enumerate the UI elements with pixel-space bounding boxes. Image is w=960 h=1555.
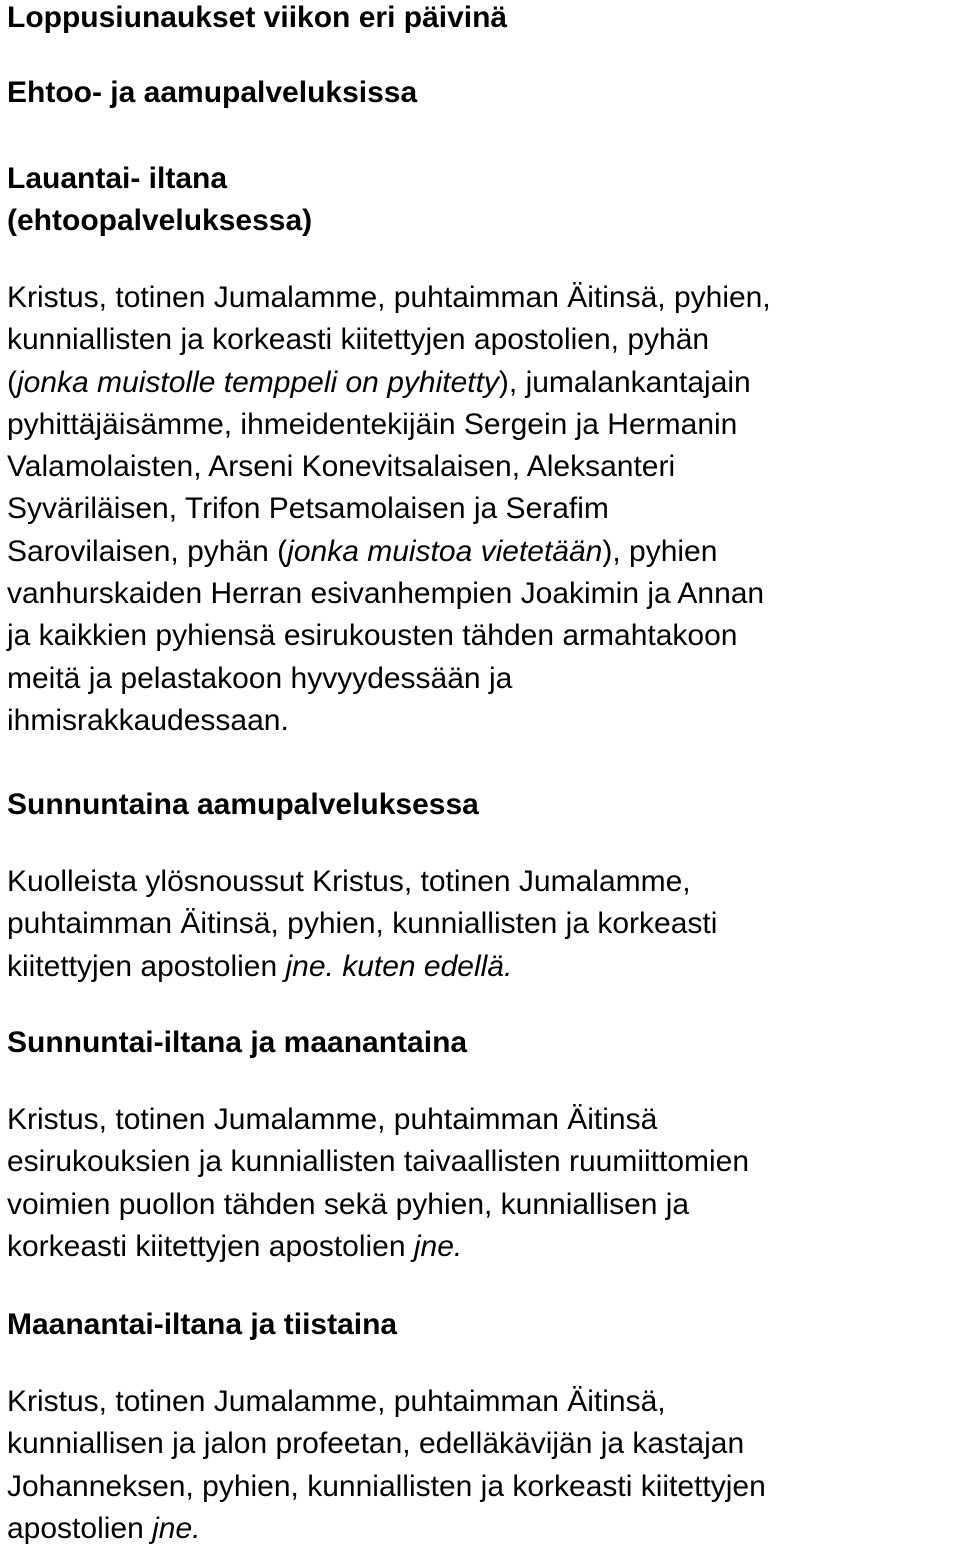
body-italic-text: jne. kuten edellä. bbox=[285, 949, 513, 983]
body-italic-text: jne. bbox=[413, 1229, 463, 1263]
body-line: puhtaimman Äitinsä, pyhien, kunniallisten ja korkeasti bbox=[7, 907, 718, 941]
body-line: pyhittäjäisämme, ihmeidentekijäin Sergein ja Hermanin bbox=[7, 407, 738, 441]
body-line: Kuolleista ylösnoussut Kristus, totinen Jumalamme, bbox=[7, 865, 691, 898]
body-line: meitä ja pelastakoon hyvyydessään ja bbox=[7, 661, 513, 695]
body-line bbox=[7, 362, 771, 404]
body-line: kunniallisten ja korkeasti kiitettyjen apostolien, pyhän bbox=[7, 323, 710, 357]
body-line bbox=[7, 1226, 749, 1268]
section-heading-line: Lauantai- iltana bbox=[7, 162, 228, 195]
body-text: Sarovilaisen, pyhän ( bbox=[7, 534, 288, 568]
body-line: vanhurskaiden Herran esivanhempien Joakimin ja Annan bbox=[7, 577, 765, 611]
body-text: kiitettyjen apostolien bbox=[7, 949, 286, 983]
body-text: ( bbox=[7, 365, 17, 399]
section-heading-line: (ehtoopalveluksessa) bbox=[7, 204, 313, 237]
body-text: ), jumalankantajain bbox=[498, 365, 751, 399]
body-italic-text: jonka muistolle temppeli on pyhitetty bbox=[17, 365, 499, 399]
section-heading-maanantaina: Sunnuntai-iltana ja maanantaina bbox=[7, 1026, 468, 1059]
body-line: Johanneksen, pyhien, kunniallisten ja korkeasti kiitettyjen bbox=[7, 1469, 766, 1503]
body-line: Kristus, totinen Jumalamme, puhtaimman Äitinsä, pyhien, bbox=[7, 281, 771, 314]
body-italic-text: jonka muistoa vietetään bbox=[287, 534, 603, 568]
section-body-tiistaina bbox=[7, 1381, 766, 1550]
section-body-lauantai bbox=[7, 277, 771, 742]
section-heading-tiistaina: Maanantai-iltana ja tiistaina bbox=[7, 1308, 398, 1341]
body-line: Valamolaisten, Arseni Konevitsalaisen, Aleksanteri bbox=[7, 450, 676, 484]
document-subtitle: Ehtoo- ja aamupalveluksissa bbox=[7, 76, 418, 109]
body-line: Kristus, totinen Jumalamme, puhtaimman Äitinsä, bbox=[7, 1385, 666, 1418]
body-line: ihmisrakkaudessaan. bbox=[7, 703, 289, 737]
body-line: kunniallisen ja jalon profeetan, edelläkävijän ja kastajan bbox=[7, 1427, 745, 1461]
body-text: korkeasti kiitettyjen apostolien bbox=[7, 1229, 414, 1263]
body-line: ja kaikkien pyhiensä esirukousten tähden armahtakoon bbox=[7, 619, 738, 653]
body-italic-text: jne. bbox=[152, 1511, 201, 1545]
body-text: ), pyhien bbox=[602, 534, 718, 568]
section-body-sunnuntaina bbox=[7, 861, 717, 988]
body-text: apostolien bbox=[7, 1511, 153, 1545]
section-heading-sunnuntaina: Sunnuntaina aamupalveluksessa bbox=[7, 788, 479, 821]
document-title: Loppusiunaukset viikon eri päivinä bbox=[7, 1, 508, 34]
section-body-maanantaina bbox=[7, 1099, 749, 1268]
body-line: esirukouksien ja kunniallisten taivaallisten ruumiittomien bbox=[7, 1145, 750, 1179]
body-line bbox=[7, 946, 717, 988]
body-line bbox=[7, 1508, 766, 1550]
body-line: voimien puollon tähden sekä pyhien, kunniallisen ja bbox=[7, 1187, 690, 1221]
body-line: Syväriläisen, Trifon Petsamolaisen ja Serafim bbox=[7, 492, 609, 526]
body-line bbox=[7, 531, 771, 573]
body-line: Kristus, totinen Jumalamme, puhtaimman Äitinsä bbox=[7, 1103, 658, 1136]
section-heading-lauantai bbox=[7, 158, 312, 242]
